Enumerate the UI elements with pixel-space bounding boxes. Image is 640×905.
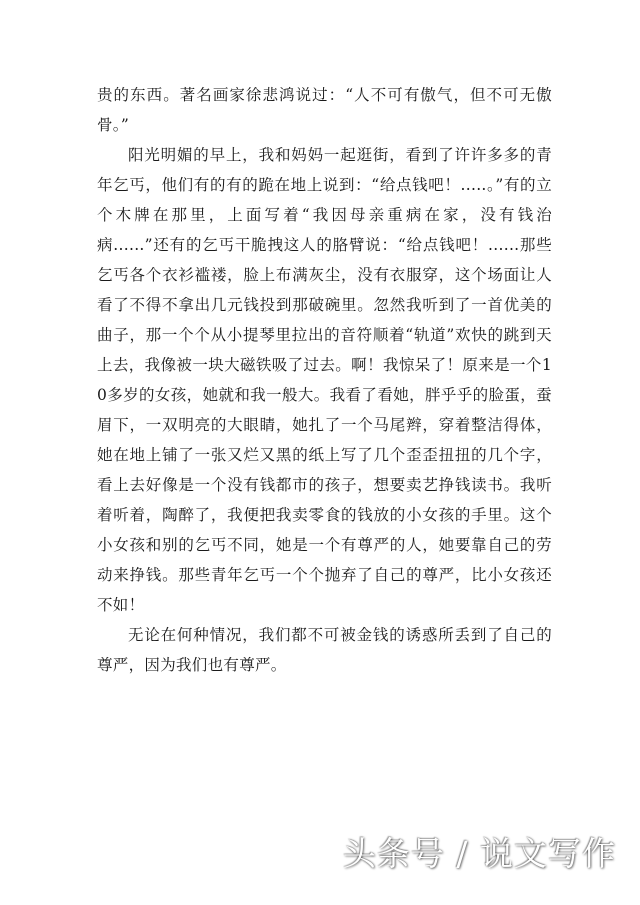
document-body (97, 80, 552, 680)
paragraph-3: 无论在何种情况，我们都不可被金钱的诱惑所丢到了自己的尊严，因为我们也有尊严。 (97, 626, 552, 674)
watermark-text: 头条号 / 说文写作 (342, 834, 616, 873)
paragraph-2: 阳光明媚的早上，我和妈妈一起逛街，看到了许许多多的青年乞丐，他们有的有的跪在地上说到：“给点钱吧！.....。”有的立个木牌在那里，上面写着“我因母亲重病在家，没有钱治病......”还有的乞丐干脆拽这人的胳臂说：“给点钱吧！......那些乞丐各个衣衫褴褛，脸上布满灰尘，没有衣服穿，这个场面让人看了不得不拿出几元钱投到那破碗里。忽然我听到了一首优美的曲子，那一个个从小提琴里拉出的音符顺着“轨道”欢快的跳到天上去，我像被一块大磁铁吸了过去。啊！我惊呆了！原来是一个10多岁的女孩，她就和我一般大。我看了看她，胖乎乎的脸蛋，蚕眉下，一双明亮的大眼睛，她扎了一个马尾辫，穿着整洁得体，她在地上铺了一张又烂又黑的纸上写了几个歪歪扭扭的几个字，看上去好像是一个没有钱都市的孩子，想要卖艺挣钱读书。我听着听着，陶醉了，我便把我卖零食的钱放的小女孩的手里。这个小女孩和别的乞丐不同，她是一个有尊严的人，她要靠自己的劳动来挣钱。那些青年乞丐一个个抛弃了自己的尊严，比小女孩还不如！ (97, 146, 552, 614)
paragraph-1: 贵的东西。著名画家徐悲鸿说过：“人不可有傲气，但不可无傲骨。” (97, 86, 552, 134)
